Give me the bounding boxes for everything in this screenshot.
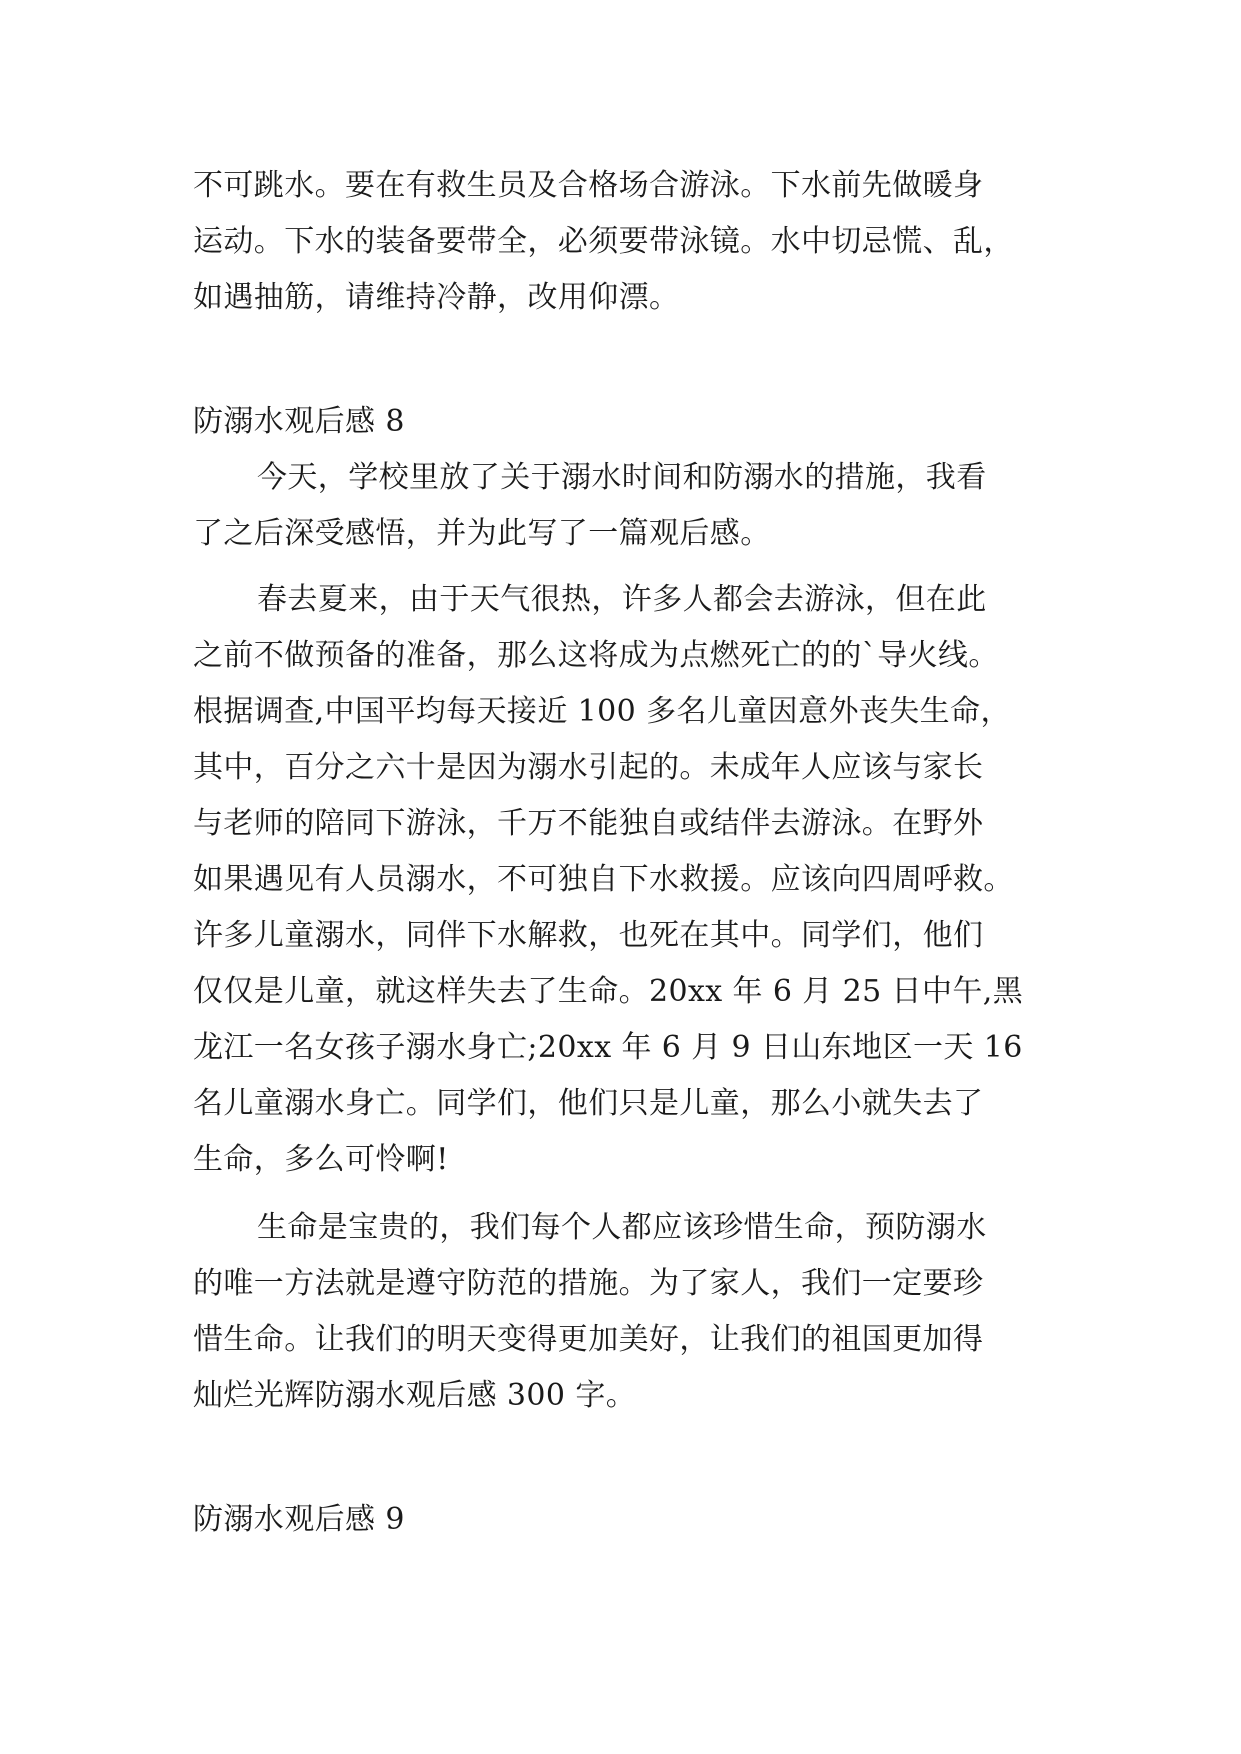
paragraph-line: 与老师的陪同下游泳，千万不能独自或结伴去游泳。在野外 [193,806,984,841]
paragraph-line: 许多儿童溺水，同伴下水解救，也死在其中。同学们，他们 [193,918,984,953]
paragraph-line: 了之后深受感悟，并为此写了一篇观后感。 [193,516,771,551]
paragraph-line: 的唯一方法就是遵守防范的措施。为了家人，我们一定要珍 [193,1266,984,1301]
paragraph-line: 其中，百分之六十是因为溺水引起的。未成年人应该与家长 [193,750,984,785]
paragraph-line: 龙江一名女孩子溺水身亡;20xx 年 6 月 9 日山东地区一天 16 [193,1030,1023,1065]
paragraph-line: 运动。下水的装备要带全，必须要带泳镜。水中切忌慌、乱， [193,224,1014,259]
paragraph-line: 名儿童溺水身亡。同学们，他们只是儿童，那么小就失去了 [193,1086,984,1121]
section-heading: 防溺水观后感 9 [193,1502,405,1537]
paragraph-line: 生命，多么可怜啊! [193,1142,449,1177]
paragraph-line: 灿烂光辉防溺水观后感 300 字。 [193,1378,637,1413]
paragraph-line: 如果遇见有人员溺水，不可独自下水救援。应该向四周呼救。 [193,862,1014,897]
paragraph-line: 之前不做预备的准备，那么这将成为点燃死亡的的`导火线。 [193,638,999,673]
paragraph-line: 如遇抽筋，请维持冷静，改用仰漂。 [193,280,680,315]
section-heading: 防溺水观后感 8 [193,404,405,439]
paragraph-line: 惜生命。让我们的明天变得更加美好，让我们的祖国更加得 [193,1322,984,1357]
paragraph-line: 不可跳水。要在有救生员及合格场合游泳。下水前先做暖身 [193,168,984,203]
paragraph-line: 仅仅是儿童，就这样失去了生命。20xx 年 6 月 25 日中午,黑 [193,974,1024,1009]
paragraph-line: 今天，学校里放了关于溺水时间和防溺水的措施，我看 [257,460,987,495]
paragraph-line: 生命是宝贵的，我们每个人都应该珍惜生命，预防溺水 [257,1210,987,1245]
paragraph-line: 春去夏来，由于天气很热，许多人都会去游泳，但在此 [257,582,987,617]
paragraph-line: 根据调查,中国平均每天接近 100 多名儿童因意外丧失生命， [193,694,1011,729]
